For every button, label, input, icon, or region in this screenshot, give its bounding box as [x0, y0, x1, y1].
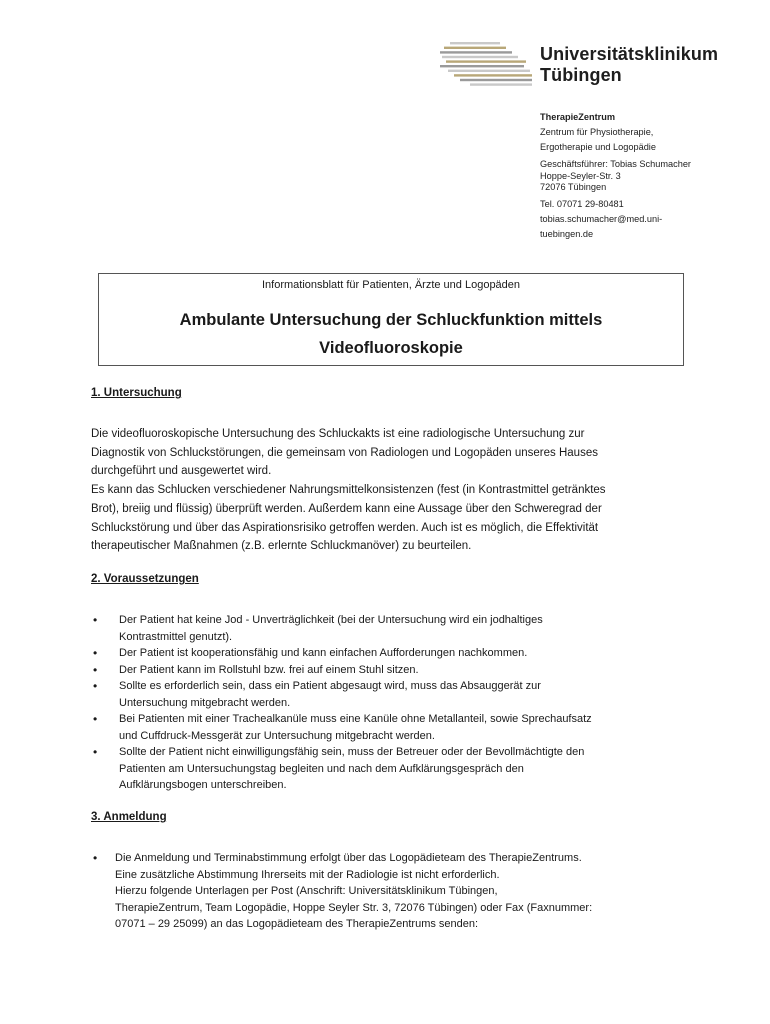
center-description-2: Ergotherapie und Logopädie [540, 142, 656, 152]
list-item [91, 711, 701, 744]
section-3-line: Hierzu folgende Unterlagen per Post (Anschrift: Universitätsklinikum Tübingen, [115, 885, 498, 897]
bullet-icon: • [93, 679, 98, 693]
registration-item [91, 850, 711, 933]
list-item-line: Der Patient hat keine Jod - Unverträglichkeit (bei der Untersuchung wird ein jodhaltiges [119, 614, 543, 626]
document-title-line-2: Videofluoroskopie [319, 339, 463, 357]
bullet-icon: • [93, 613, 98, 627]
university-logo [440, 40, 750, 90]
list-item [91, 662, 701, 679]
section-1-line: therapeutischer Maßnahmen (z.B. erlernte Schluckmanöver) zu beurteilen. [91, 540, 472, 553]
list-item [91, 612, 701, 645]
section-2-heading: 2. Voraussetzungen [91, 573, 199, 585]
list-item-line: Untersuchung mitgebracht werden. [119, 696, 291, 709]
city-line: 72076 Tübingen [540, 182, 607, 192]
logo-stripe [460, 79, 532, 81]
bullet-icon: • [93, 712, 98, 726]
center-name: TherapieZentrum [540, 112, 616, 122]
logo-stripe [454, 74, 532, 76]
bullet-icon: • [93, 662, 98, 677]
center-description-1: Zentrum für Physiotherapie, [540, 127, 654, 137]
email-line-1: tobias.schumacher@med.uni- [540, 213, 663, 224]
logo-stripe [442, 56, 518, 58]
sender-address-block [540, 110, 760, 242]
email-line-2: tuebingen.de [540, 228, 594, 239]
document-title-line-1: Ambulante Untersuchung der Schluckfunktion mittels [179, 311, 603, 329]
logo-stripes-icon [440, 40, 535, 90]
logo-stripe [450, 42, 500, 44]
street-line: Hoppe-Seyler-Str. 3 [540, 170, 621, 181]
title-box [98, 273, 684, 366]
bullet-icon: • [93, 851, 98, 865]
section-1-line: Die videofluoroskopische Untersuchung des Schluckakts ist eine radiologische Untersuchung zur [91, 428, 585, 440]
list-item [91, 645, 701, 662]
document-subtitle: Informationsblatt für Patienten, Ärzte und Logopäden [261, 279, 521, 291]
section-3-line: TherapieZentrum, Team Logopädie, Hoppe Seyler Str. 3, 72076 Tübingen) oder Fax (Faxnummer: [115, 901, 593, 914]
section-3-line: Eine zusätzliche Abstimmung Ihrerseits mit der Radiologie ist nicht erforderlich. [115, 868, 500, 881]
bullet-icon: • [93, 646, 98, 660]
list-item-line: Der Patient kann im Rollstuhl bzw. frei auf einem Stuhl sitzen. [119, 663, 419, 676]
section-1-line: Es kann das Schlucken verschiedener Nahrungsmittelkonsistenzen (fest (in Kontrastmittel getränktes [91, 484, 606, 497]
requirements-list [91, 612, 701, 794]
section-3-line: Die Anmeldung und Terminabstimmung erfolgt über das Logopädieteam des TherapieZentrums. [115, 852, 582, 864]
list-item-line: Patienten am Untersuchungstag begleiten und nach dem Aufklärungsgespräch den [119, 762, 524, 775]
logo-stripe [448, 70, 530, 72]
list-item-line: Der Patient ist kooperationsfähig und kann einfachen Aufforderungen nachkommen. [119, 647, 528, 659]
section-1-line: Brot), breiig und flüssig) überprüft werden. Außerdem kann eine Aussage über den Schweregrad der [91, 502, 602, 515]
list-item-line: Kontrastmittel genutzt). [119, 630, 233, 643]
section-3-line: 07071 – 29 25099) an das Logopädieteam des TherapieZentrums senden: [115, 918, 479, 930]
logo-line-1: Universitätsklinikum [540, 44, 719, 64]
logo-line-2: Tübingen [540, 65, 622, 85]
section-1-body [91, 425, 691, 556]
phone-line: Tel. 07071 29-80481 [540, 198, 624, 209]
logo-stripe [440, 65, 524, 67]
logo-stripe [440, 51, 512, 53]
section-1-heading: 1. Untersuchung [91, 387, 182, 399]
section-1-line: Schluckstörung und über das Aspirationsrisiko getroffen werden. Auch ist es möglich, die Effektivität [91, 521, 599, 534]
logo-stripe [446, 60, 526, 62]
document-title [99, 306, 683, 362]
section-3-heading: 3. Anmeldung [91, 811, 167, 823]
list-item-line: Sollte es erforderlich sein, dass ein Patient abgesaugt wird, muss das Absauggerät zur [119, 680, 541, 692]
list-item-line: Aufklärungsbogen unterschreiben. [119, 779, 287, 791]
list-item-line: und Cuffdruck-Messgerät zur Untersuchung mitgebracht werden. [119, 729, 435, 742]
section-1-line: durchgeführt und ausgewertet wird. [91, 465, 272, 478]
list-item-line: Sollte der Patient nicht einwilligungsfähig sein, muss der Betreuer oder der Bevollmächtigte den [119, 746, 585, 758]
logo-stripe [470, 83, 532, 85]
section-1-line: Diagnostik von Schluckstörungen, die gemeinsam von Radiologen und Logopäden unseres Hauses [91, 446, 598, 459]
logo-stripe [444, 47, 506, 49]
list-item-line: Bei Patienten mit einer Trachealkanüle muss eine Kanüle ohne Metallanteil, sowie Sprechaufsatz [119, 713, 592, 725]
bullet-icon: • [93, 745, 98, 759]
list-item [91, 744, 701, 794]
manager-line: Geschäftsführer: Tobias Schumacher [540, 159, 691, 169]
list-item [91, 678, 701, 711]
logo-wordmark [540, 44, 718, 86]
